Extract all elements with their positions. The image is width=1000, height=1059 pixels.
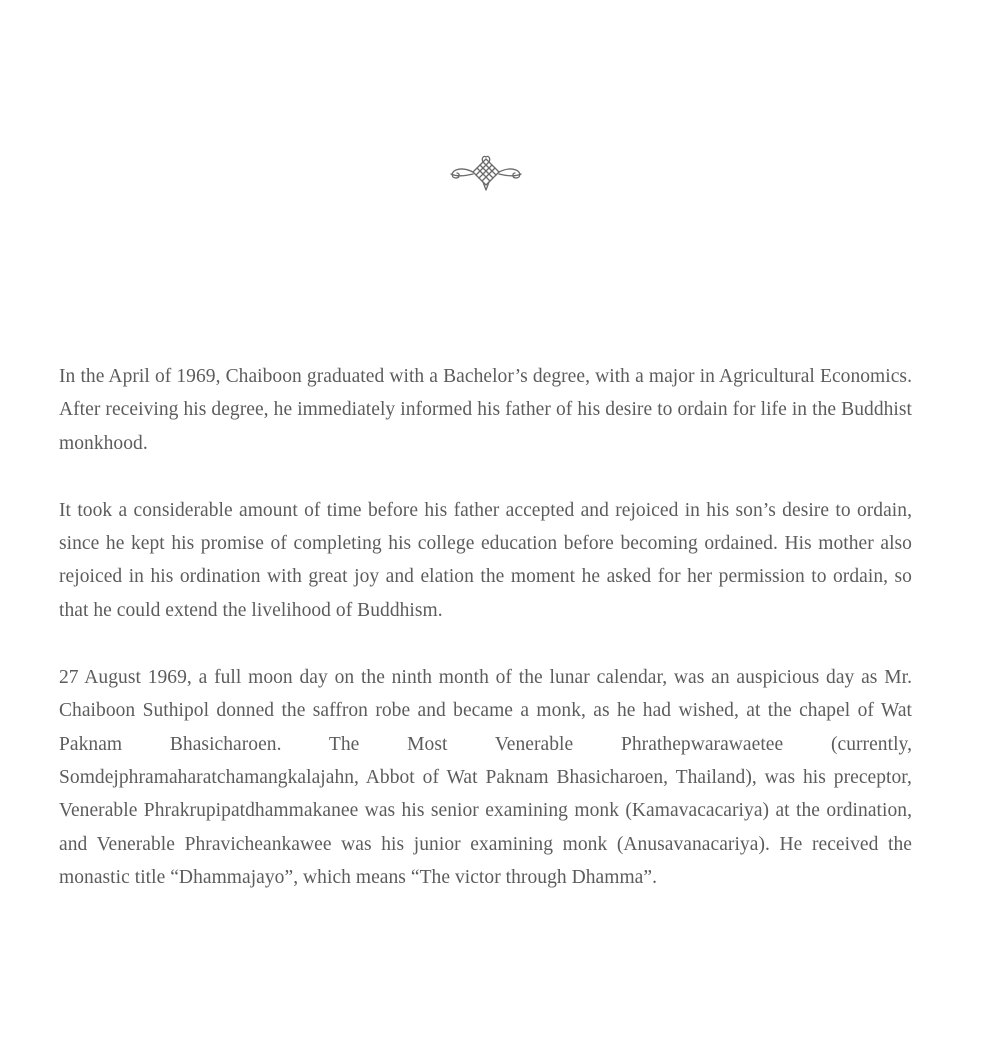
- paragraph-graduation: In the April of 1969, Chaiboon graduated with a Bachelor’s degree, with a major in Agricultural Economics. After receiving his degree, he immediately informed his father of his desire to ordain for life in the Buddhist monkhood.: [59, 366, 912, 454]
- endless-knot-flourish-icon: [445, 152, 527, 198]
- paragraph-ordination: 27 August 1969, a full moon day on the ninth month of the lunar calendar, was an auspicious day as Mr. Chaiboon Suthipol donned the saffron robe and became a monk, as he had wished, at the chapel of Wat Paknam Bhasicharoen. The Most Venerable Phrathepwarawaetee (currently, Somdejphramaharatchamangkalajahn, Abbot of Wat Paknam Bhasicharoen, Thailand), was his preceptor, Venerable Phrakrupipatdhammakanee was his senior examining monk (Kamavacacariya) at the ordination, and Venerable Phravicheankawee was his junior examining monk (Anusavanacariya). He received the monastic title “Dhammajayo”, which means “The victor through Dhamma”.: [59, 667, 912, 888]
- paragraph-parents-consent: It took a considerable amount of time before his father accepted and rejoiced in his son’s desire to ordain, since he kept his promise of completing his college education before becoming ordained. His mother also rejoiced in his ordination with great joy and elation the moment he asked for her permission to ordain, so that he could extend the livelihood of Buddhism.: [59, 499, 912, 621]
- body-text: [59, 360, 912, 894]
